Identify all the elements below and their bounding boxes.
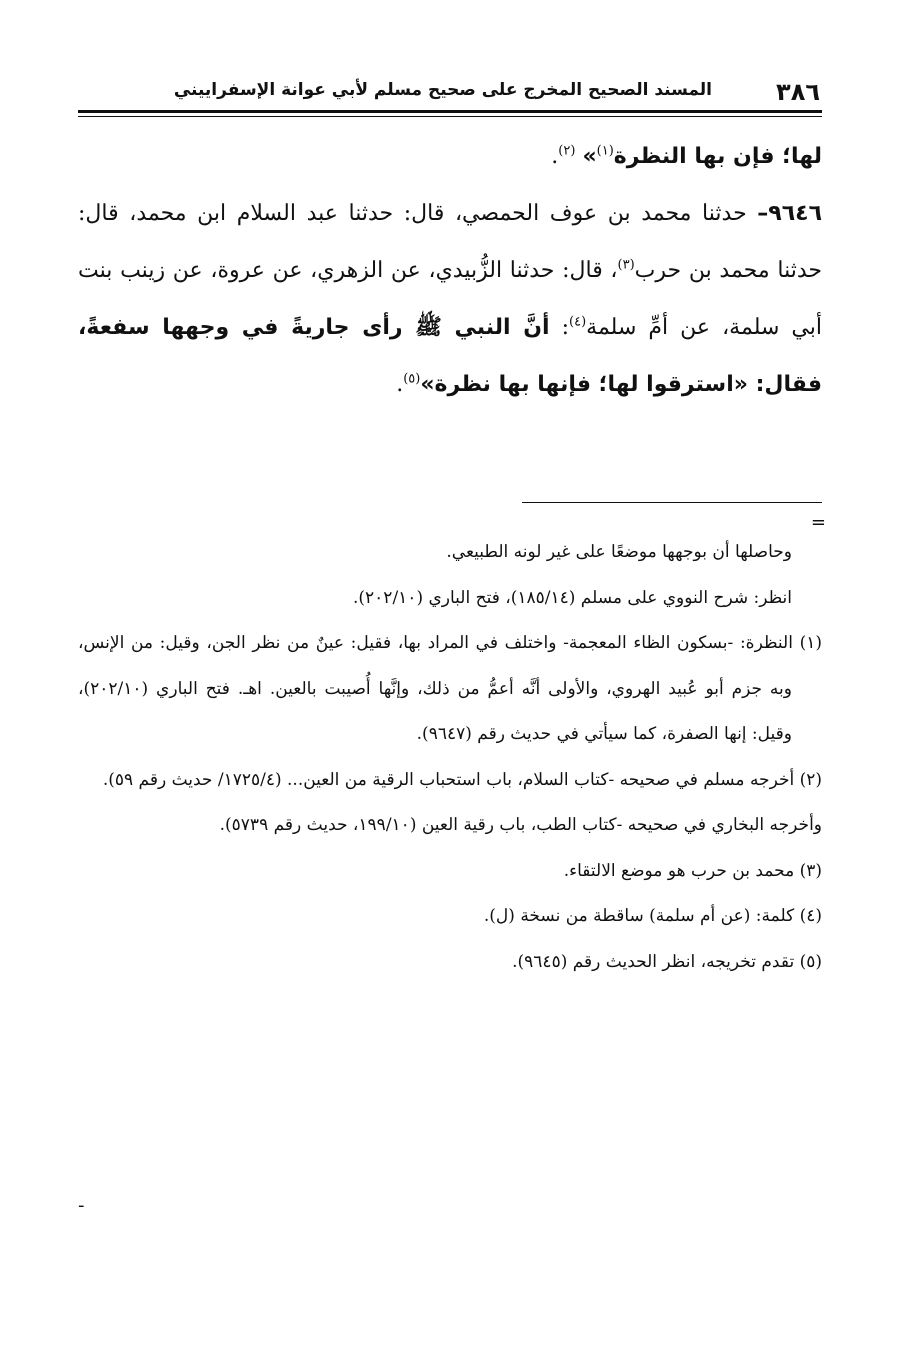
main-text	[78, 128, 822, 413]
header-rule-thin	[78, 116, 822, 117]
isnad-part-1: حدثنا محمد بن عوف الحمصي، قال: حدثنا عبد السلام ابن محمد، قال: حدثنا محمد بن حرب	[78, 201, 822, 283]
footnote-continuation-2: انظر: شرح النووي على مسلم (١٨٥/١٤)، فتح الباري (٢٠٢/١٠).	[353, 587, 792, 608]
footnote-ref-2: (٢)	[558, 143, 576, 159]
footnote-ref-1: (١)	[596, 143, 614, 159]
footnote-continuation-1: وحاصلها أن بوجهها موضعًا على غير لونه الطبيعي.	[446, 542, 792, 562]
footnote-2-additional: وأخرجه البخاري في صحيحه -كتاب الطب، باب رقية العين (١٩٩/١٠، حديث رقم ٥٧٣٩).	[219, 815, 822, 835]
page-end-marker: -	[78, 1195, 85, 1216]
header-rule-thick	[78, 110, 822, 113]
footnote-ref-3: (٣)	[617, 257, 635, 273]
hadith-paragraph: ٩٦٤٦– حدثنا محمد بن عوف الحمصي، قال: حدثنا عبد السلام ابن محمد، قال: حدثنا محمد بن حرب$^{(٣)}$، قال: حدثنا الزُّبيدي، عن الزهري، عن عروة، عن زينب بنت أبي سلمة، عن أمِّ سلمة$^{(٤)}$: أنَّ النبي ﷺ رأى جاريةً في وجهها سفعةً، فقال: «استرقوا لها؛ فإنها بها نظرة»$^{(٥)}$.	[78, 201, 823, 397]
footnote-1: (١) النظرة: -بسكون الظاء المعجمة- واختلف في المراد بها، فقيل: عينٌ من نظر الجن، وقيل: من الإنس، وبه جزم أبو عُبيد الهروي، والأولى أنَّه أعمُّ من ذلك، وإنَّها أُصيبت بالعين. اهـ. فتح الباري (٢٠٢/١٠)، وقيل: إنها الصفرة، كما سيأتي في حديث رقم (٩٦٤٧).	[78, 633, 822, 744]
footnote-ref-5: (٥)	[403, 371, 421, 387]
hadith-number: ٩٦٤٦	[768, 201, 822, 226]
isnad-part-2: ، قال: حدثنا الزُّبيدي، عن الزهري، عن عروة، عن زينب بنت أبي سلمة، عن أمِّ سلمة	[78, 258, 823, 340]
footnote-ref-4: (٤)	[569, 314, 587, 330]
continuation-marker: =	[810, 512, 826, 533]
page-number: ٣٨٦	[776, 78, 820, 106]
footnote-3: (٣) محمد بن حرب هو موضع الالتقاء.	[563, 860, 822, 881]
footnote-4: (٤) كلمة: (عن أم سلمة) ساقطة من نسخة (ل).	[483, 906, 822, 926]
footnotes	[78, 530, 822, 985]
book-page	[78, 60, 826, 1216]
footnote-5: (٥) تقدم تخريجه، انظر الحديث رقم (٩٦٤٥).	[512, 951, 822, 972]
continuation-line: لها؛ فإن بها النظرة$^{(١)}$» $^{(٢)}$.	[551, 143, 822, 169]
page-header	[78, 60, 822, 106]
footnote-2: (٢) أخرجه مسلم في صحيحه -كتاب السلام، باب استحباب الرقية من العين... (١٧٢٥/٤/ حديث رقم ٥٩).	[102, 769, 822, 790]
footnote-separator	[522, 502, 822, 503]
running-title: المسند الصحيح المخرج على صحيح مسلم لأبي عوانة الإسفراييني	[173, 80, 712, 100]
hadith-matn: أنَّ النبي ﷺ رأى جاريةً في وجهها سفعةً، فقال: «استرقوا لها؛ فإنها بها نظرة»	[78, 315, 822, 397]
